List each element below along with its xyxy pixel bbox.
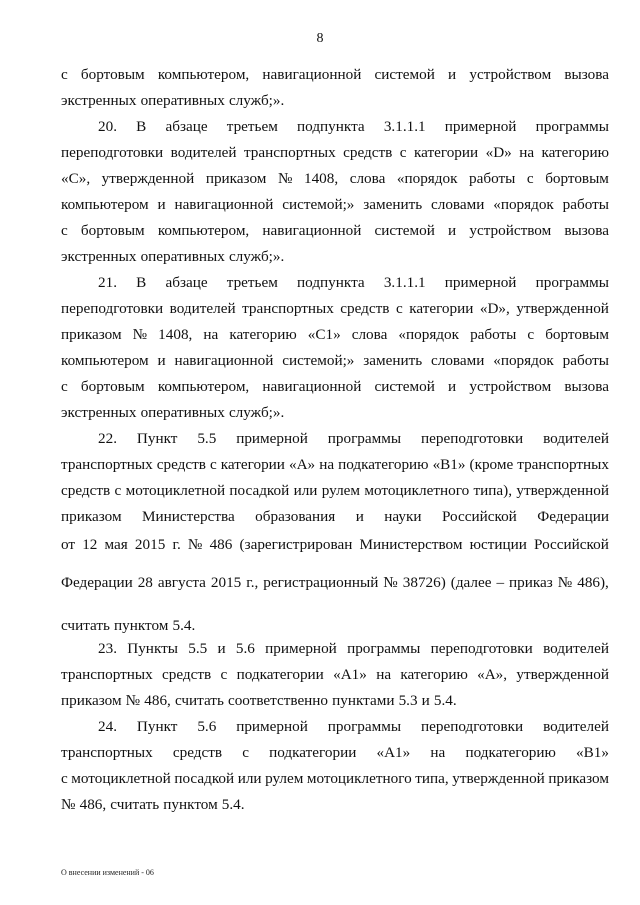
word: программы bbox=[535, 274, 609, 291]
word: переподготовки bbox=[61, 144, 164, 161]
word: мая bbox=[104, 536, 128, 553]
text-line bbox=[61, 426, 609, 452]
word: служб;». bbox=[228, 404, 285, 421]
word: бортовым bbox=[80, 378, 145, 395]
word: водителей bbox=[543, 718, 609, 735]
word: посадкой bbox=[229, 482, 290, 499]
word: В bbox=[136, 118, 147, 135]
word: 5.6 bbox=[197, 718, 217, 735]
word: средств bbox=[340, 300, 390, 317]
text-line bbox=[61, 714, 609, 740]
text-line bbox=[61, 192, 609, 218]
word: 5.3 bbox=[398, 692, 418, 709]
word: утвержденной bbox=[516, 482, 609, 499]
word: программы bbox=[327, 430, 402, 447]
word: с bbox=[209, 456, 217, 473]
word: устройством bbox=[469, 66, 552, 83]
word: абзаце bbox=[165, 118, 208, 135]
word: юстиции bbox=[469, 536, 527, 553]
word: науки bbox=[384, 508, 422, 525]
word: 2015 bbox=[210, 574, 242, 591]
word: мотоциклетного bbox=[306, 770, 412, 787]
word: с bbox=[242, 744, 249, 761]
word: «С», bbox=[61, 170, 91, 187]
word: утвержденной bbox=[516, 666, 609, 683]
word: системой bbox=[374, 378, 435, 395]
word: типа), bbox=[473, 482, 513, 499]
word: (зарегистрирован bbox=[239, 536, 353, 553]
word: «порядок bbox=[493, 352, 554, 369]
word: переподготовки bbox=[430, 640, 533, 657]
word: Министерством bbox=[359, 536, 463, 553]
word: бортовым bbox=[545, 326, 609, 343]
word: экстренных bbox=[61, 92, 137, 109]
word: навигационной bbox=[174, 196, 274, 213]
word: утвержденной bbox=[101, 170, 195, 187]
word: с bbox=[114, 482, 122, 499]
word: считать bbox=[174, 692, 224, 709]
text-line bbox=[61, 270, 609, 296]
word: программы bbox=[327, 718, 402, 735]
word: примерной bbox=[444, 118, 517, 135]
word: примерной bbox=[236, 430, 308, 447]
word: транспортных bbox=[61, 744, 153, 761]
word: 22. bbox=[98, 430, 117, 447]
word: с bbox=[61, 770, 68, 787]
text-line bbox=[61, 166, 609, 192]
word: и bbox=[355, 508, 364, 525]
word: 5.5 bbox=[188, 640, 208, 657]
text-line bbox=[61, 114, 609, 140]
word: – bbox=[496, 574, 505, 591]
word: системой bbox=[374, 66, 435, 83]
word: вызова bbox=[564, 222, 609, 239]
paragraph bbox=[61, 62, 609, 114]
word: утвержденной bbox=[452, 770, 545, 787]
word: Федерации bbox=[537, 508, 609, 525]
word: заменить bbox=[363, 196, 423, 213]
word: переподготовки bbox=[61, 300, 164, 317]
text-line bbox=[61, 62, 609, 88]
word: на bbox=[319, 456, 335, 473]
word: мотоциклетной bbox=[71, 770, 171, 787]
word: или bbox=[237, 770, 262, 787]
word: на bbox=[203, 326, 219, 343]
word: «В1» bbox=[576, 744, 609, 761]
word: «порядок bbox=[396, 170, 458, 187]
word: 38726) bbox=[402, 574, 446, 591]
word: средств bbox=[172, 744, 223, 761]
word: приказом bbox=[61, 692, 122, 709]
word: примерной bbox=[444, 274, 517, 291]
word: считать bbox=[110, 796, 160, 813]
word: «А1» bbox=[333, 666, 367, 683]
word: словами bbox=[431, 352, 485, 369]
word: 5.4. bbox=[172, 617, 196, 634]
word: компьютером, bbox=[157, 222, 250, 239]
word: 3.1.1.1 bbox=[383, 118, 426, 135]
word: с bbox=[395, 300, 403, 317]
word: 486), bbox=[577, 574, 609, 591]
word: системой bbox=[374, 222, 435, 239]
word: 1408, bbox=[158, 326, 193, 343]
word: программы bbox=[535, 118, 609, 135]
word: пунктами bbox=[332, 692, 395, 709]
word: и bbox=[448, 222, 457, 239]
word: утвержденной bbox=[516, 300, 609, 317]
word: подкатегории bbox=[269, 744, 357, 761]
word: (кроме bbox=[469, 456, 514, 473]
document-body bbox=[61, 62, 609, 818]
text-line bbox=[61, 348, 609, 374]
word: транспортных bbox=[517, 456, 609, 473]
word: переподготовки bbox=[420, 718, 524, 735]
text-line bbox=[61, 244, 609, 270]
word: средств bbox=[156, 456, 206, 473]
word: № bbox=[557, 574, 573, 591]
word: с bbox=[61, 66, 68, 83]
word: оперативных bbox=[140, 248, 225, 265]
text-line bbox=[61, 140, 609, 166]
word: 12 bbox=[82, 536, 98, 553]
word: подкатегории bbox=[236, 666, 324, 683]
word: компьютером bbox=[61, 196, 149, 213]
text-line bbox=[61, 88, 609, 114]
word: № bbox=[277, 170, 293, 187]
word: категории bbox=[220, 456, 285, 473]
word: устройством bbox=[469, 222, 552, 239]
word: средств bbox=[61, 482, 111, 499]
word: «D», bbox=[479, 300, 510, 317]
text-line bbox=[61, 688, 609, 714]
word: на bbox=[519, 144, 535, 161]
word: 486, bbox=[144, 692, 171, 709]
paragraph bbox=[61, 114, 609, 270]
word: компьютером bbox=[61, 352, 149, 369]
paragraph bbox=[61, 270, 609, 426]
word: приказом bbox=[205, 170, 267, 187]
word: «порядок bbox=[493, 196, 554, 213]
word: приказ bbox=[509, 574, 553, 591]
word: (далее bbox=[450, 574, 492, 591]
word: транспортных bbox=[242, 300, 334, 317]
text-line bbox=[61, 662, 609, 688]
word: 20. bbox=[98, 118, 117, 135]
word: 3.1.1.1 bbox=[383, 274, 426, 291]
word: с bbox=[220, 666, 228, 683]
word: «А1» bbox=[376, 744, 411, 761]
word: оперативных bbox=[140, 92, 225, 109]
word: на bbox=[376, 666, 392, 683]
word: Пункт bbox=[136, 430, 178, 447]
word: мотоциклетного bbox=[364, 482, 470, 499]
word: 5.6 bbox=[235, 640, 255, 657]
word: № bbox=[61, 796, 76, 813]
word: рулем bbox=[265, 770, 304, 787]
word: регистрационный bbox=[263, 574, 379, 591]
word: 24. bbox=[98, 718, 117, 735]
word: и bbox=[421, 692, 430, 709]
word: бортовым bbox=[545, 170, 609, 187]
word: № bbox=[132, 326, 148, 343]
word: 5.4. bbox=[433, 692, 457, 709]
word: и bbox=[448, 378, 457, 395]
word: и bbox=[157, 196, 166, 213]
word: на bbox=[430, 744, 446, 761]
text-line bbox=[61, 792, 609, 818]
word: водителей bbox=[169, 300, 236, 317]
word: категории bbox=[413, 144, 479, 161]
word: слова bbox=[349, 170, 386, 187]
word: Пункт bbox=[136, 718, 178, 735]
word: вызова bbox=[564, 66, 609, 83]
word: работы bbox=[470, 326, 517, 343]
word: и bbox=[448, 66, 457, 83]
word: «D» bbox=[485, 144, 512, 161]
text-line bbox=[61, 568, 609, 606]
word: № bbox=[125, 692, 141, 709]
word: бортовым bbox=[80, 222, 145, 239]
word: категорию bbox=[229, 326, 297, 343]
word: компьютером, bbox=[157, 378, 250, 395]
text-line bbox=[61, 766, 609, 792]
word: служб;». bbox=[228, 92, 285, 109]
text-line bbox=[61, 740, 609, 766]
word: г., bbox=[246, 574, 259, 591]
word: или bbox=[293, 482, 318, 499]
word: считать bbox=[61, 617, 110, 634]
word: посадкой bbox=[174, 770, 235, 787]
word: системой;» bbox=[282, 352, 355, 369]
word: экстренных bbox=[61, 404, 137, 421]
word: программы bbox=[347, 640, 421, 657]
text-line bbox=[61, 636, 609, 662]
paragraph bbox=[61, 636, 609, 714]
word: навигационной bbox=[262, 378, 362, 395]
word: оперативных bbox=[140, 404, 225, 421]
word: № bbox=[383, 574, 398, 591]
word: Российской bbox=[441, 508, 517, 525]
word: водителей bbox=[543, 640, 609, 657]
word: рулем bbox=[321, 482, 361, 499]
footer-note: О внесении изменений - 06 bbox=[61, 868, 154, 877]
word: примерной bbox=[236, 718, 308, 735]
word: компьютером, bbox=[157, 66, 250, 83]
word: приказом bbox=[548, 770, 609, 787]
word: заменить bbox=[363, 352, 423, 369]
word: 2015 bbox=[134, 536, 166, 553]
word: «А» bbox=[288, 456, 316, 473]
word: подпункта bbox=[297, 274, 365, 291]
text-line bbox=[61, 322, 609, 348]
word: пунктом bbox=[163, 796, 218, 813]
paragraph bbox=[61, 714, 609, 818]
word: экстренных bbox=[61, 248, 137, 265]
word: с bbox=[61, 222, 68, 239]
text-line bbox=[61, 504, 609, 530]
word: 5.4. bbox=[221, 796, 245, 813]
paragraph bbox=[61, 426, 609, 636]
word: с bbox=[399, 144, 407, 161]
text-line bbox=[61, 374, 609, 400]
word: 21. bbox=[98, 274, 117, 291]
word: служб;». bbox=[228, 248, 285, 265]
word: г. bbox=[172, 536, 181, 553]
word: 486 bbox=[209, 536, 233, 553]
word: В bbox=[136, 274, 147, 291]
text-line bbox=[61, 606, 609, 636]
word: третьем bbox=[226, 118, 278, 135]
text-line bbox=[61, 478, 609, 504]
text-line bbox=[61, 218, 609, 244]
word: августа bbox=[157, 574, 206, 591]
word: соответственно bbox=[227, 692, 329, 709]
word: водителей bbox=[543, 430, 609, 447]
word: 5.5 bbox=[197, 430, 217, 447]
word: 486, bbox=[79, 796, 107, 813]
word: устройством bbox=[469, 378, 552, 395]
word: работы bbox=[469, 170, 516, 187]
word: «С1» bbox=[307, 326, 341, 343]
word: примерной bbox=[265, 640, 337, 657]
word: навигационной bbox=[262, 222, 362, 239]
word: третьем bbox=[226, 274, 278, 291]
word: системой;» bbox=[282, 196, 355, 213]
word: категорию bbox=[541, 144, 609, 161]
word: навигационной bbox=[262, 66, 362, 83]
word: 23. bbox=[98, 640, 117, 657]
word: слова bbox=[351, 326, 388, 343]
word: приказом bbox=[61, 326, 122, 343]
word: 28 bbox=[137, 574, 153, 591]
word: приказом bbox=[61, 508, 122, 525]
word: 1408, bbox=[303, 170, 339, 187]
page-number: 8 bbox=[316, 31, 324, 46]
word: навигационной bbox=[174, 352, 274, 369]
word: типа, bbox=[415, 770, 449, 787]
word: Министерства bbox=[142, 508, 235, 525]
word: транспортных bbox=[243, 144, 336, 161]
word: категорию bbox=[400, 666, 468, 683]
word: Российской bbox=[534, 536, 609, 553]
word: подкатегорию bbox=[465, 744, 556, 761]
text-line bbox=[61, 400, 609, 426]
word: переподготовки bbox=[420, 430, 524, 447]
word: и bbox=[217, 640, 226, 657]
text-line bbox=[61, 296, 609, 322]
word: Пункты bbox=[127, 640, 178, 657]
word: категории bbox=[409, 300, 474, 317]
word: подпункта bbox=[297, 118, 365, 135]
word: работы bbox=[562, 196, 609, 213]
word: бортовым bbox=[80, 66, 145, 83]
word: словами bbox=[431, 196, 485, 213]
word: транспортных bbox=[61, 666, 153, 683]
word: работы bbox=[562, 352, 609, 369]
word: «А», bbox=[477, 666, 508, 683]
word: с bbox=[61, 378, 68, 395]
word: «порядок bbox=[398, 326, 460, 343]
word: образования bbox=[255, 508, 336, 525]
word: транспортных bbox=[61, 456, 153, 473]
word: пунктом bbox=[114, 617, 169, 634]
word: № bbox=[187, 536, 203, 553]
word: мотоциклетной bbox=[125, 482, 226, 499]
word: водителей bbox=[170, 144, 237, 161]
text-line bbox=[61, 452, 609, 478]
word: средств bbox=[343, 144, 393, 161]
word: подкатегорию bbox=[338, 456, 429, 473]
word: с bbox=[526, 170, 534, 187]
word: «В1» bbox=[432, 456, 466, 473]
word: средств bbox=[162, 666, 212, 683]
text-line bbox=[61, 530, 609, 568]
word: и bbox=[157, 352, 166, 369]
word: Федерации bbox=[61, 574, 133, 591]
word: абзаце bbox=[165, 274, 208, 291]
word: от bbox=[61, 536, 76, 553]
word: с bbox=[527, 326, 535, 343]
word: вызова bbox=[564, 378, 609, 395]
